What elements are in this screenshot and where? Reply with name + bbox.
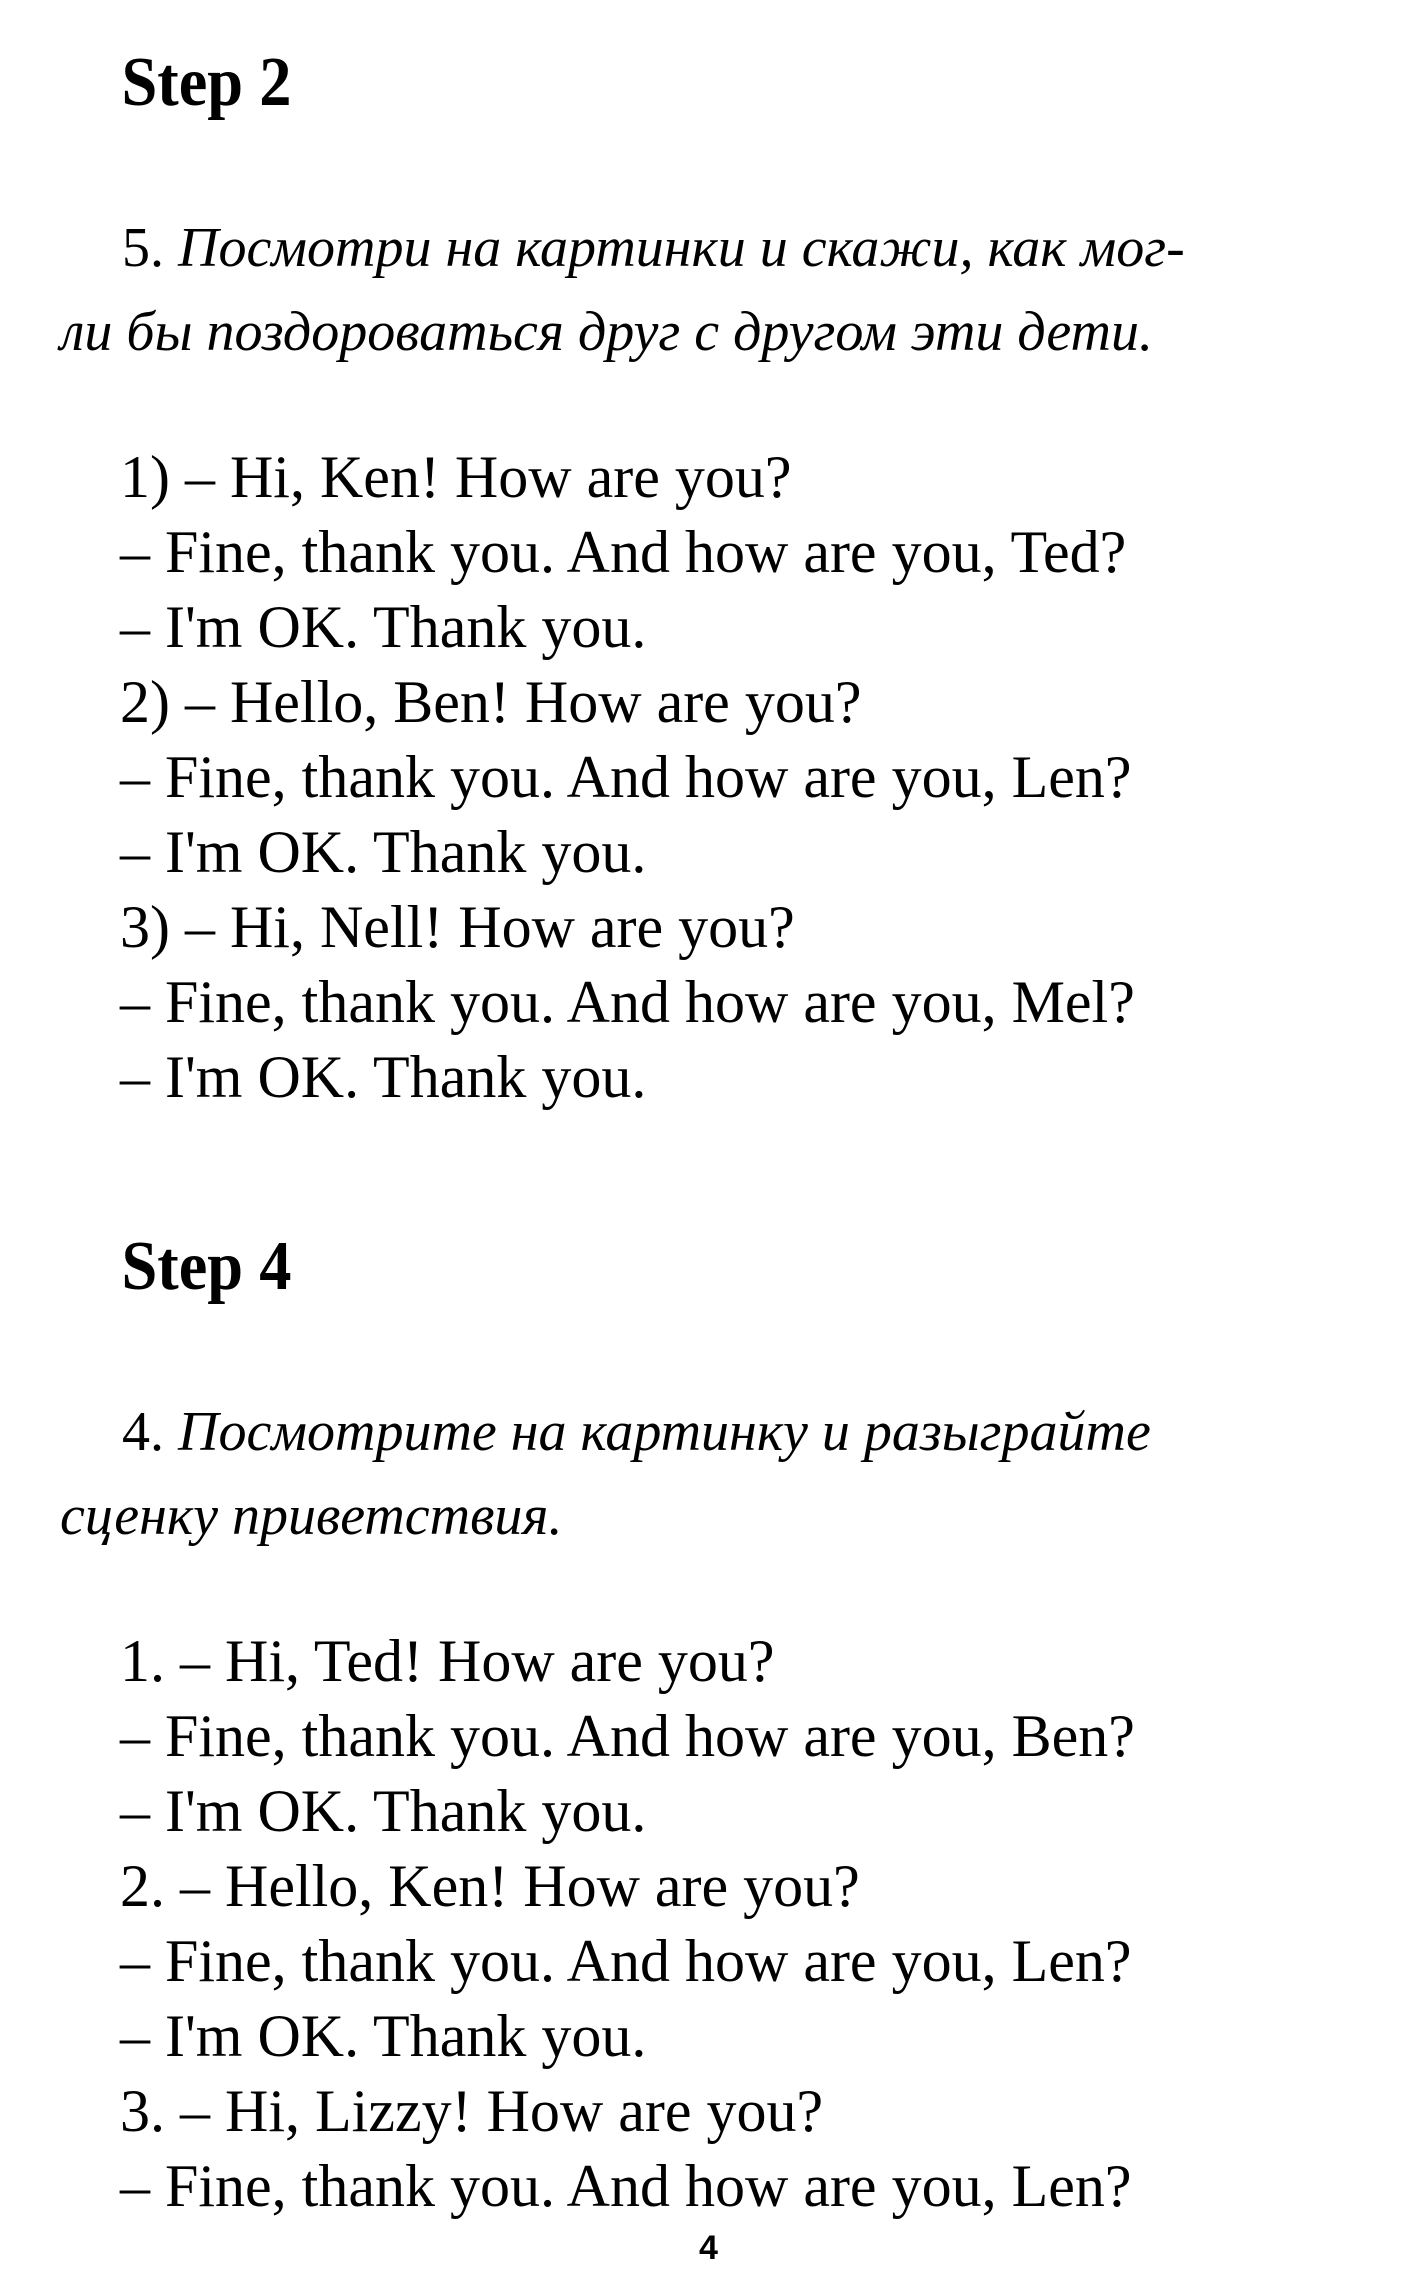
dialog-line: – Fine, thank you. And how are you, Len? [120,2153,1132,2219]
dialog-line: – Fine, thank you. And how are you, Len? [120,1928,1132,1994]
dialog-line: 3) – Hi, Nell! How are you? [120,894,795,960]
task-instruction [0,206,1417,374]
task-instruction [0,1390,1417,1558]
dialog [0,1624,1417,2224]
task-number: 5. [122,217,164,279]
dialog-line: – I'm OK. Thank you. [120,819,647,885]
dialog-line: – Fine, thank you. And how are you, Mel? [120,969,1135,1035]
dialog-line: – I'm OK. Thank you. [120,1044,647,1110]
task-text: Посмотрите на картинку и разыграйте [178,1401,1151,1463]
dialog-line: – I'm OK. Thank you. [120,2003,647,2069]
page-number: 4 [699,2229,718,2267]
dialog-line: 3. – Hi, Lizzy! How are you? [120,2078,824,2144]
dialog-line: 1) – Hi, Ken! How are you? [120,444,792,510]
dialog-line: 2) – Hello, Ben! How are you? [120,669,862,735]
task-line [60,206,1377,290]
dialog [0,440,1417,1115]
step-title: Step 4 [121,1228,292,1305]
task-line: сценку приветствия. [60,1485,563,1547]
section-step-4 [0,1222,1417,2224]
task-number: 4. [122,1401,164,1463]
task-line: ли бы поздороваться друг с другом эти дети. [60,301,1153,363]
step-title: Step 2 [121,44,292,121]
task-line [60,1390,1377,1474]
dialog-line: – I'm OK. Thank you. [120,594,647,660]
section-step-2 [0,38,1417,1115]
dialog-line: – Fine, thank you. And how are you, Ted? [120,519,1127,585]
dialog-line: 1. – Hi, Ted! How are you? [120,1628,775,1694]
dialog-line: – I'm OK. Thank you. [120,1778,647,1844]
dialog-line: 2. – Hello, Ken! How are you? [120,1853,860,1919]
task-text: Посмотри на картинки и скажи, как мог- [178,217,1185,279]
dialog-line: – Fine, thank you. And how are you, Ben? [120,1703,1135,1769]
dialog-line: – Fine, thank you. And how are you, Len? [120,744,1132,810]
